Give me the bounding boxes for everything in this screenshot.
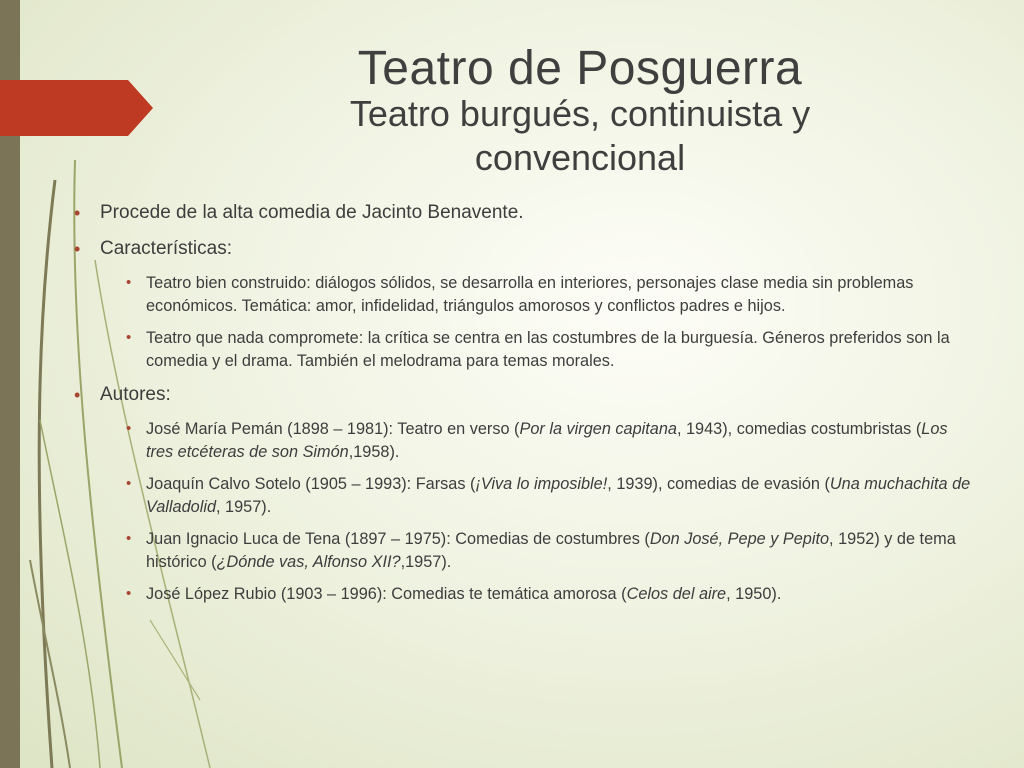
author-item-lopez-rubio — [124, 583, 972, 606]
work-title: Una muchachita de Valladolid — [146, 475, 971, 516]
slide-content — [72, 200, 972, 616]
author-text: Joaquín Calvo Sotelo (1905 – 1993): Farsas ( — [146, 475, 476, 493]
work-title: ¿Dónde vas, Alfonso XII? — [216, 552, 401, 571]
author-text: José López Rubio (1903 – 1996): Comedias te temática amorosa ( — [146, 585, 627, 603]
red-arrow-tab — [0, 80, 153, 136]
author-text: Juan Ignacio Luca de Tena (1897 – 1975): Comedias de costumbres ( — [146, 530, 650, 548]
author-text: , 1952) y de tema histórico ( — [146, 530, 956, 571]
author-item-calvo-sotelo — [124, 473, 972, 518]
work-title: Celos del aire — [626, 585, 727, 603]
bullet-characteristics: • Características: — [72, 236, 972, 262]
slide-title: Teatro de Posguerra — [357, 42, 803, 95]
work-title: Don José, Pepe y Pepito — [649, 530, 830, 548]
bullet-origin: • Procede de la alta comedia de Jacinto Benavente. — [72, 200, 972, 226]
sub-bullet-critique: • Teatro que nada compromete: la crítica se centra en las costumbres de la burguesía. Géneros preferidos son la comedia y el drama. También el melodrama para temas morales. — [124, 327, 972, 372]
author-text: ,1957). — [400, 552, 452, 571]
author-item-luca-de-tena — [124, 528, 972, 573]
author-text: ,1958). — [348, 442, 400, 461]
author-text: , 1943), comedias costumbristas ( — [676, 420, 922, 438]
sub-bullet-construction: • Teatro bien construido: diálogos sólidos, se desarrolla en interiores, personajes clase media sin problemas económicos. Temática: amor, infidelidad, triángulos amorosos y conflictos padres e hijos. — [124, 272, 972, 317]
author-text: , 1939), comedias de evasión ( — [607, 475, 830, 493]
author-text: , 1957). — [216, 497, 272, 516]
work-title: Por la virgen capitana — [519, 420, 677, 438]
title-block — [150, 38, 1010, 180]
author-text: José María Pemán (1898 – 1981): Teatro en verso ( — [146, 420, 520, 438]
work-title: ¡Viva lo imposible! — [475, 475, 608, 493]
slide-subtitle: Teatro burgués, continuista y convencional — [349, 93, 811, 178]
author-text: , 1950). — [726, 585, 782, 603]
author-item-peman — [124, 418, 972, 463]
bullet-authors: • Autores: — [72, 382, 972, 408]
work-title: Los tres etcéteras de son Simón — [146, 420, 948, 461]
